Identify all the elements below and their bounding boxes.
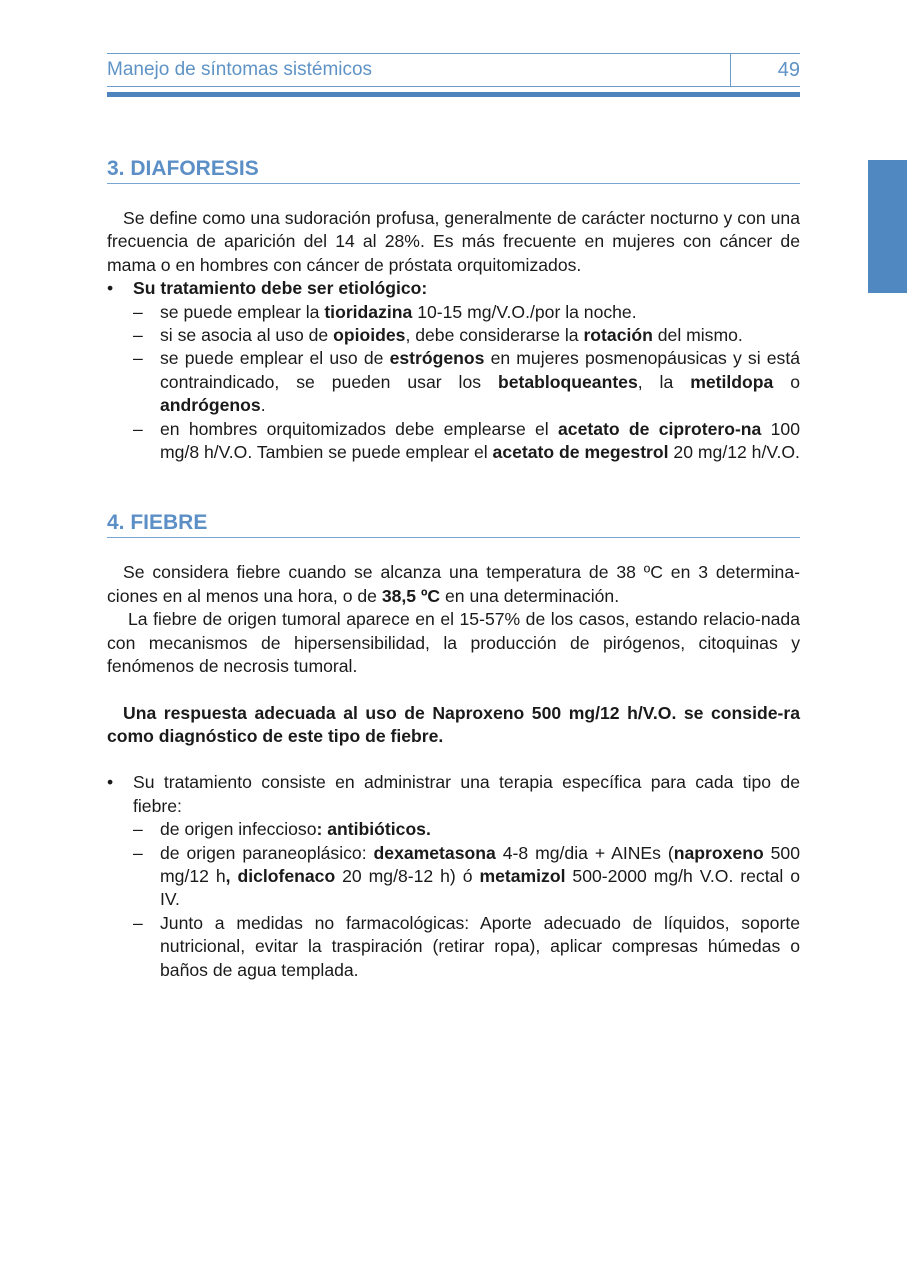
running-header [107, 53, 800, 87]
bullet-mark: • [107, 772, 114, 793]
sub-item: – de origen paraneoplásico: dexametasona 4-8 mg/dia + AINEs (naproxeno 500 mg/12 h, diclofenaco 20 mg/8-12 h) ó metamizol 500-2000 mg/h V.O. rectal o IV. [133, 842, 801, 910]
diaforesis-intro: Se define como una sudoración profusa, generalmente de carácter nocturno y con una frecuencia de aparición del 14 al 28%. Es más frecuente en mujeres con cáncer de mama o en hombres con cáncer de próstata orquitomizados. [107, 208, 800, 275]
sub-item: – de origen infeccioso: antibióticos. [133, 818, 800, 841]
dash-mark: – [133, 842, 143, 863]
header-rule-thin [107, 86, 800, 87]
dash-mark: – [133, 301, 143, 322]
fiebre-origin: La fiebre de origen tumoral aparece en el 15-57% de los casos, estando relacio-nada con mecanismos de hipersensibilidad, la producción de pirógenos, citoquinas y fenómenos de necrosis tumoral. [107, 609, 800, 677]
list-item [107, 277, 800, 464]
sub-item: – si se asocia al uso de opioides, debe considerarse la rotación del mismo. [133, 324, 800, 347]
bullet-mark: • [107, 278, 114, 299]
section-heading-fiebre: 4. FIEBRE [107, 509, 800, 538]
dash-mark: – [133, 819, 143, 840]
sub-item: – Junto a medidas no farmacológicas: Aporte adecuado de líquidos, soporte nutricional, evitar la traspiración (retirar ropa), aplicar compresas húmedas o baños de agua templada. [133, 912, 800, 980]
dash-mark: – [133, 325, 143, 346]
sub-list [133, 301, 800, 465]
fiebre-list [107, 771, 800, 982]
fiebre-bold-note: Una respuesta adecuada al uso de Naproxeno 500 mg/12 h/V.O. se conside-ra como diagnóstico de este tipo de fiebre. [107, 702, 800, 746]
sub-item: – en hombres orquitomizados debe emplearse el acetato de ciprotero-na 100 mg/8 h/V.O. Tambien se puede emplear el acetato de megestrol 20 mg/12 h/V.O. [133, 418, 800, 463]
fiebre-definition: Se considera fiebre cuando se alcanza una temperatura de 38 ºC en 3 determina-ciones en al menos una hora, o de 38,5 ºC en una determinación. [107, 562, 800, 606]
section-heading-diaforesis: 3. DIAFORESIS [107, 155, 800, 184]
bullet-text: Su tratamiento consiste en administrar una terapia específica para cada tipo de fiebre: [133, 772, 800, 816]
dash-mark: – [133, 348, 143, 369]
dash-mark: – [133, 912, 143, 933]
page-content [107, 155, 800, 982]
sub-list [133, 818, 800, 982]
sub-item: – se puede emplear la tioridazina 10-15 mg/V.O./por la noche. [133, 301, 800, 324]
header-rule-thick [107, 92, 800, 97]
bullet-text: Su tratamiento debe ser etiológico: [133, 278, 428, 299]
chapter-side-tab [868, 160, 907, 293]
header-title: Manejo de síntomas sistémicos [107, 59, 373, 80]
dash-mark: – [133, 418, 143, 439]
header-divider [730, 54, 731, 87]
page-number: 49 [777, 59, 800, 81]
sub-item: – se puede emplear el uso de estrógenos en mujeres posmenopáusicas y si está contraindicado, se pueden usar los betabloqueantes, la metildopa o andrógenos. [133, 348, 801, 416]
diaforesis-list [107, 277, 800, 464]
list-item [107, 771, 800, 982]
